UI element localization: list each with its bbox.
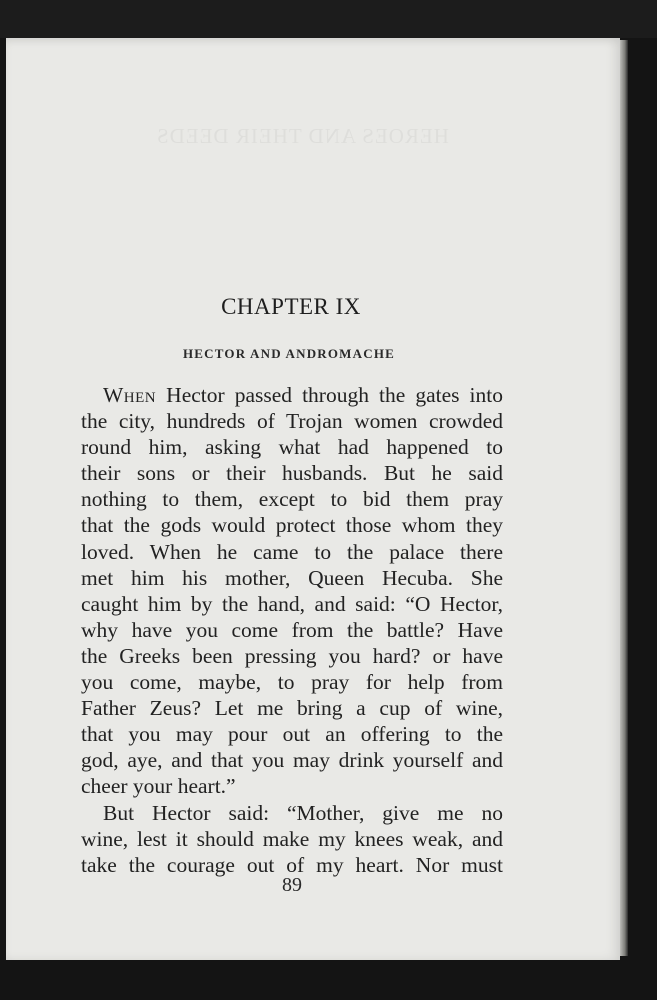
body-text <box>81 382 503 878</box>
text-line: why have you come from the battle? Have <box>81 617 503 642</box>
text-line: that you may pour out an offering to the <box>81 722 503 747</box>
text-line: wine, lest it should make my knees weak, and <box>81 826 503 851</box>
text-line: the Greeks been pressing you hard? or have <box>81 643 503 668</box>
text-line: god, aye, and that you may drink yourself and <box>81 748 503 773</box>
text-line <box>81 382 503 408</box>
scan-background-top <box>0 0 657 38</box>
text-line-rest: Hector passed through the gates into <box>156 383 503 407</box>
text-line: the city, hundreds of Trojan women crowded <box>81 409 503 434</box>
text-line: Father Zeus? Let me bring a cup of wine, <box>81 696 503 721</box>
text-line: cheer your heart.” <box>81 774 236 799</box>
book-page <box>6 38 620 960</box>
text-line: that the gods would protect those whom they <box>81 513 503 538</box>
chapter-title: CHAPTER IX <box>221 294 361 319</box>
page-number: 89 <box>282 874 302 896</box>
chapter-subtitle: HECTOR AND ANDROMACHE <box>182 346 396 361</box>
text-line: you come, maybe, to pray for help from <box>81 670 503 695</box>
text-line: nothing to them, except to bid them pray <box>81 487 503 512</box>
opening-word: When <box>103 383 157 407</box>
text-line: caught him by the hand, and said: “O Hector, <box>81 591 503 616</box>
text-line: But Hector said: “Mother, give me no <box>103 800 503 825</box>
page-edge <box>620 40 628 956</box>
text-line: take the courage out of my heart. Nor must <box>81 852 503 877</box>
text-line: round him, asking what had happened to <box>81 435 503 460</box>
text-line: met him his mother, Queen Hecuba. She <box>81 565 503 590</box>
text-line: their sons or their husbands. But he said <box>81 461 503 486</box>
text-line: loved. When he came to the palace there <box>81 539 503 564</box>
show-through-text <box>156 124 449 149</box>
